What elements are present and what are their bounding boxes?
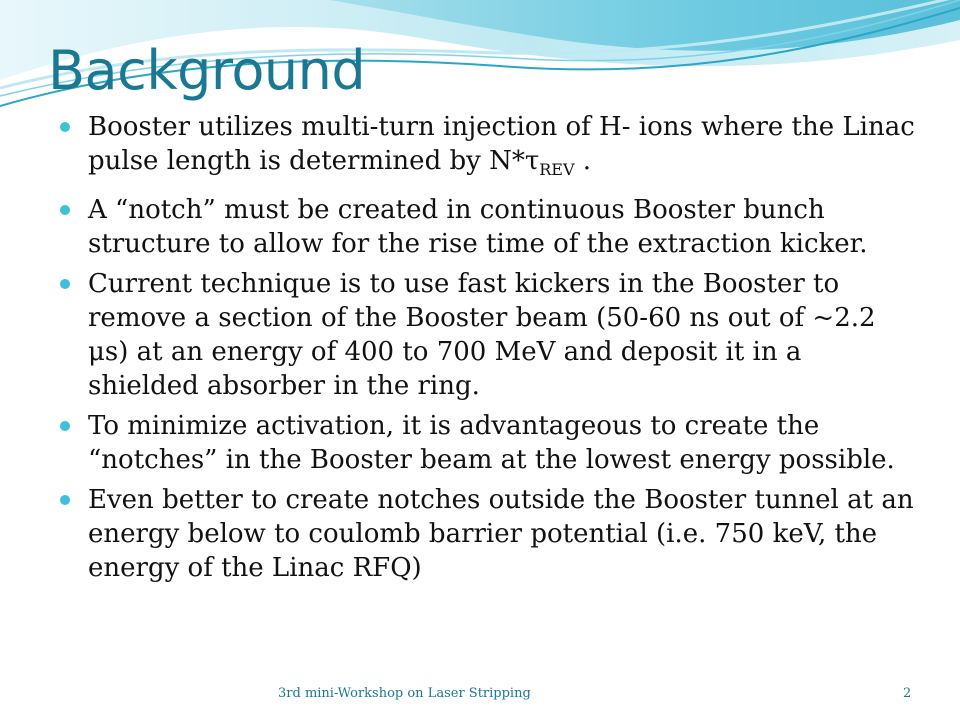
bullet-item [60,409,920,477]
bullet-text-end: . [574,146,592,176]
bullet-item [60,110,920,187]
bullet-dot-icon [60,205,70,215]
bullet-list [60,110,920,591]
page-number: 2 [903,686,912,701]
slide-footer [0,686,960,706]
footer-text: 3rd mini-Workshop on Laser Stripping [278,686,531,701]
rev-subscript: REV [539,160,575,179]
bullet-dot-icon [60,122,70,132]
bullet-item [60,193,920,261]
bullet-text: Booster utilizes multi-turn injection of H- ions where the Linac pulse length is determined by N* [88,112,915,176]
bullet-text: To minimize activation, it is advantageous to create the “notches” in the Booster beam at the lowest energy possible. [88,411,895,475]
tau-symbol: τ [524,146,540,176]
slide-title: Background [48,39,366,102]
bullet-item [60,483,920,585]
bullet-dot-icon [60,495,70,505]
bullet-text: Current technique is to use fast kickers in the Booster to remove a section of the Booster beam (50-60 ns out of ~2.2 μs) at an energy of 400 to 700 MeV and deposit it in a shielded absorber in the ring. [88,269,876,401]
bullet-text: Even better to create notches outside the Booster tunnel at an energy below to coulomb barrier potential (i.e. 750 keV, the energy of the Linac RFQ) [88,485,914,583]
bullet-dot-icon [60,279,70,289]
bullet-dot-icon [60,421,70,431]
bullet-item [60,267,920,403]
bullet-text: A “notch” must be created in continuous Booster bunch structure to allow for the rise time of the extraction kicker. [88,195,868,259]
